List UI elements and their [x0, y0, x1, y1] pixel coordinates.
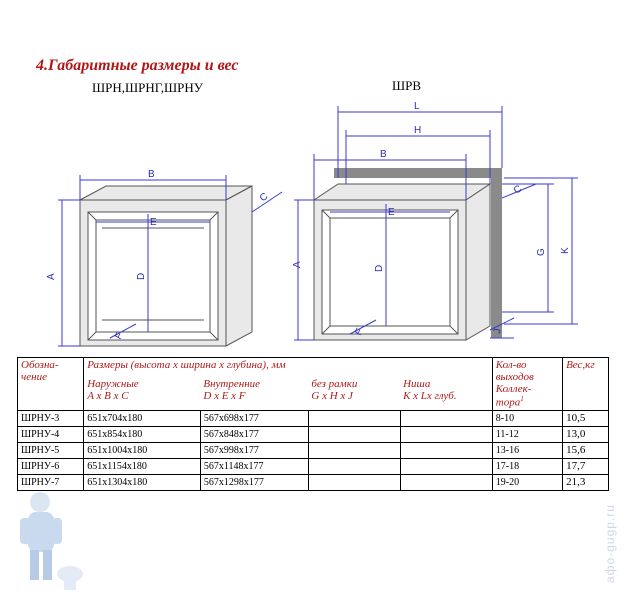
cell-frameless	[308, 410, 400, 426]
cell-frameless	[308, 426, 400, 442]
dim-label-l: L	[414, 101, 420, 112]
cell-outer: 651x1154x180	[84, 458, 201, 474]
col-collectors-header	[492, 358, 562, 411]
section-heading: 4.Габаритные размеры и вес	[36, 57, 239, 74]
cell-niche	[400, 474, 492, 490]
collectors-footnote-mark: 1	[520, 395, 524, 403]
table-row	[18, 426, 609, 442]
site-watermark	[603, 505, 617, 585]
inner-header-text: Внутренние D x E x F	[203, 377, 261, 402]
frameless-header-text: без рамки G x H x J	[311, 377, 358, 402]
cell-inner: 567x998x177	[200, 442, 308, 458]
cell-frameless	[308, 442, 400, 458]
specs-table	[17, 357, 609, 491]
dim-label-e: E	[150, 217, 157, 228]
cell-weight: 17,7	[563, 458, 609, 474]
dim-label-c-right: C	[512, 183, 524, 197]
right-drawing-title: ШРВ	[392, 78, 422, 93]
cell-weight: 15,6	[563, 442, 609, 458]
cell-inner: 567x1148x177	[200, 458, 308, 474]
dim-label-d-right: D	[374, 264, 385, 272]
dim-label-j: J	[492, 327, 504, 335]
cell-frameless	[308, 474, 400, 490]
table-row	[18, 474, 609, 490]
col-inner-header	[200, 377, 308, 410]
dim-label-e-right: E	[388, 207, 395, 218]
cell-niche	[400, 410, 492, 426]
cell-inner: 567x848x177	[200, 426, 308, 442]
dim-label-a: A	[46, 273, 57, 280]
cell-outlets: 13-16	[492, 442, 562, 458]
table-row	[18, 458, 609, 474]
plumber-watermark-icon	[12, 488, 87, 593]
right-cabinet-drawing	[292, 101, 578, 340]
niche-header-text: Ниша K x Lx глуб.	[403, 377, 457, 402]
cell-frameless	[308, 458, 400, 474]
cell-weight: 21,3	[563, 474, 609, 490]
col-outer-header	[84, 377, 201, 410]
dim-label-k: K	[560, 247, 571, 254]
col-dimensions-header: Размеры (высота х ширина х глубина), мм	[84, 358, 493, 377]
left-cabinet-drawing	[46, 169, 282, 346]
cell-weight: 13,0	[563, 426, 609, 442]
dim-label-g: G	[536, 248, 547, 256]
col-designation-header	[18, 358, 84, 411]
col-weight-header: Вес,кг	[563, 358, 609, 411]
cell-outer: 651x854x180	[84, 426, 201, 442]
dim-label-f-right: F	[353, 326, 366, 338]
watermark-text: aфо-gugp.ru	[603, 504, 617, 583]
dim-label-b-right: B	[380, 149, 387, 160]
cell-niche	[400, 458, 492, 474]
cell-inner: 567x1298x177	[200, 474, 308, 490]
dim-label-c: C	[257, 191, 271, 205]
cell-outer: 651x704x180	[84, 410, 201, 426]
cell-weight: 10,5	[563, 410, 609, 426]
designation-header-text: Обозна- чение	[21, 359, 59, 383]
cell-outer: 651x1004x180	[84, 442, 201, 458]
col-niche-header	[400, 377, 492, 410]
cell-niche	[400, 426, 492, 442]
dim-label-d: D	[136, 272, 147, 280]
collectors-header-text: Кол-во выходов Коллек- тора	[495, 359, 534, 409]
cell-name: ШРНУ-7	[18, 474, 84, 490]
outer-header-text: Наружные A x B x C	[87, 377, 139, 402]
dim-label-h: H	[414, 125, 422, 136]
dim-label-a-right: A	[292, 261, 303, 268]
table-row	[18, 410, 609, 426]
cell-inner: 567x698x177	[200, 410, 308, 426]
dim-label-f: F	[113, 330, 126, 342]
cell-name: ШРНУ-5	[18, 442, 84, 458]
col-frameless-header	[308, 377, 400, 410]
cell-outlets: 17-18	[492, 458, 562, 474]
cell-name: ШРНУ-4	[18, 426, 84, 442]
table-row	[18, 442, 609, 458]
cell-outer: 651x1304x180	[84, 474, 201, 490]
cell-outlets: 8-10	[492, 410, 562, 426]
cell-name: ШРНУ-3	[18, 410, 84, 426]
left-drawing-title: ШРН,ШРНГ,ШРНУ	[92, 80, 203, 95]
cell-outlets: 11-12	[492, 426, 562, 442]
dim-label-b: B	[148, 169, 155, 180]
cell-name: ШРНУ-6	[18, 458, 84, 474]
cell-outlets: 19-20	[492, 474, 562, 490]
cell-niche	[400, 442, 492, 458]
